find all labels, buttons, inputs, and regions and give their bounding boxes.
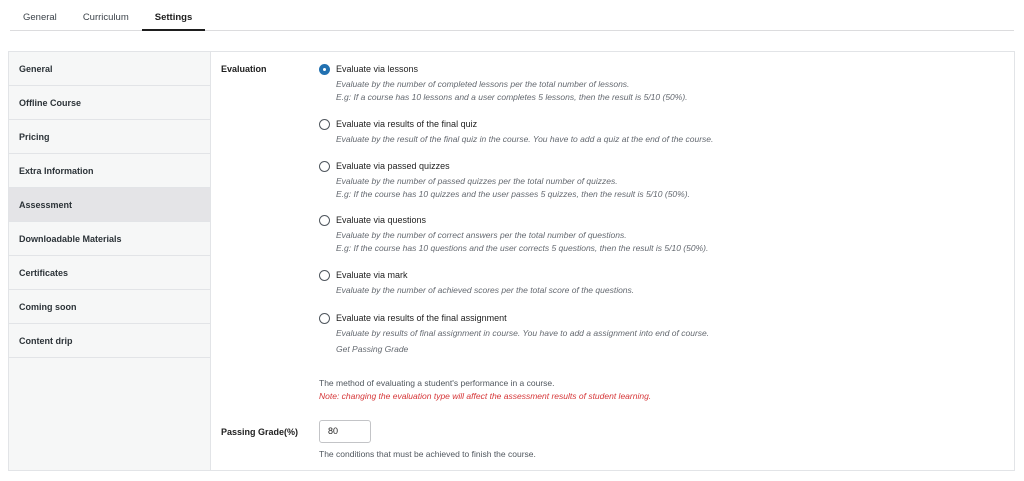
tab-general[interactable]: General (23, 12, 57, 23)
radio-icon[interactable] (319, 161, 330, 172)
option-row[interactable] (319, 63, 688, 75)
evaluation-option-final-quiz (319, 118, 713, 146)
evaluation-option-final-assignment (319, 312, 709, 356)
evaluation-option-mark (319, 269, 634, 297)
evaluation-help-text: The method of evaluating a student's performance in a course. (319, 378, 555, 388)
passing-grade-input[interactable]: 80 (319, 420, 371, 443)
tab-curriculum[interactable]: Curriculum (82, 12, 129, 23)
radio-icon[interactable] (319, 270, 330, 281)
sidebar-item-extra-information[interactable]: Extra Information (9, 154, 210, 188)
assessment-content (211, 52, 1014, 470)
evaluation-option-passed-quizzes (319, 160, 690, 201)
option-description: Evaluate by the number of completed lessons per the total number of lessons. (336, 79, 630, 89)
option-label: Evaluate via mark (336, 270, 408, 280)
option-extra: Get Passing Grade (336, 344, 409, 354)
radio-icon[interactable] (319, 119, 330, 130)
option-label: Evaluate via lessons (336, 64, 419, 74)
option-label: Evaluate via questions (336, 215, 427, 225)
option-row[interactable] (319, 269, 634, 281)
top-tabs (10, 0, 1014, 31)
settings-panel (8, 51, 1015, 471)
sidebar-item-general[interactable]: General (9, 52, 210, 86)
option-example: E.g: If a course has 10 lessons and a user completes 5 lessons, then the result is 5/10 (50%). (336, 92, 688, 102)
evaluation-label: Evaluation (221, 64, 267, 74)
passing-grade-help-text: The conditions that must be achieved to finish the course. (319, 449, 536, 459)
settings-sidebar (9, 52, 211, 470)
radio-icon[interactable] (319, 313, 330, 324)
option-row[interactable] (319, 118, 713, 130)
option-row[interactable] (319, 214, 708, 226)
option-example: E.g: If the course has 10 quizzes and the user passes 5 quizzes, then the result is 5/10 (50%). (336, 189, 690, 199)
tab-settings[interactable]: Settings (142, 0, 205, 31)
option-label: Evaluate via results of the final quiz (336, 119, 478, 129)
option-row[interactable] (319, 160, 690, 172)
option-description: Evaluate by the number of correct answers per the total number of questions. (336, 230, 627, 240)
sidebar-item-downloadable-materials[interactable]: Downloadable Materials (9, 222, 210, 256)
sidebar-item-content-drip[interactable]: Content drip (9, 324, 210, 358)
option-description: Evaluate by the number of achieved scores per the total score of the questions. (336, 285, 635, 295)
sidebar-item-coming-soon[interactable]: Coming soon (9, 290, 210, 324)
option-description: Evaluate by the result of the final quiz in the course. You have to add a quiz at the end of the course. (336, 134, 714, 144)
option-description: Evaluate by the number of passed quizzes per the total number of quizzes. (336, 176, 618, 186)
radio-icon[interactable] (319, 215, 330, 226)
sidebar-item-assessment[interactable]: Assessment (9, 188, 210, 222)
sidebar-item-certificates[interactable]: Certificates (9, 256, 210, 290)
option-label: Evaluate via results of the final assignment (336, 313, 507, 323)
evaluation-option-lessons (319, 63, 688, 104)
sidebar-item-pricing[interactable]: Pricing (9, 120, 210, 154)
option-label: Evaluate via passed quizzes (336, 161, 450, 171)
radio-selected-icon[interactable] (319, 64, 330, 75)
option-description: Evaluate by results of final assignment in course. You have to add a assignment into end of course. (336, 328, 710, 338)
sidebar-item-offline-course[interactable]: Offline Course (9, 86, 210, 120)
evaluation-option-questions (319, 214, 708, 255)
passing-grade-label: Passing Grade(%) (221, 427, 299, 437)
option-row[interactable] (319, 312, 709, 324)
evaluation-warning-note: Note: changing the evaluation type will affect the assessment results of student learning. (319, 391, 652, 401)
option-example: E.g: If the course has 10 questions and the user corrects 5 questions, then the result is 5/10 (50%). (336, 243, 709, 253)
